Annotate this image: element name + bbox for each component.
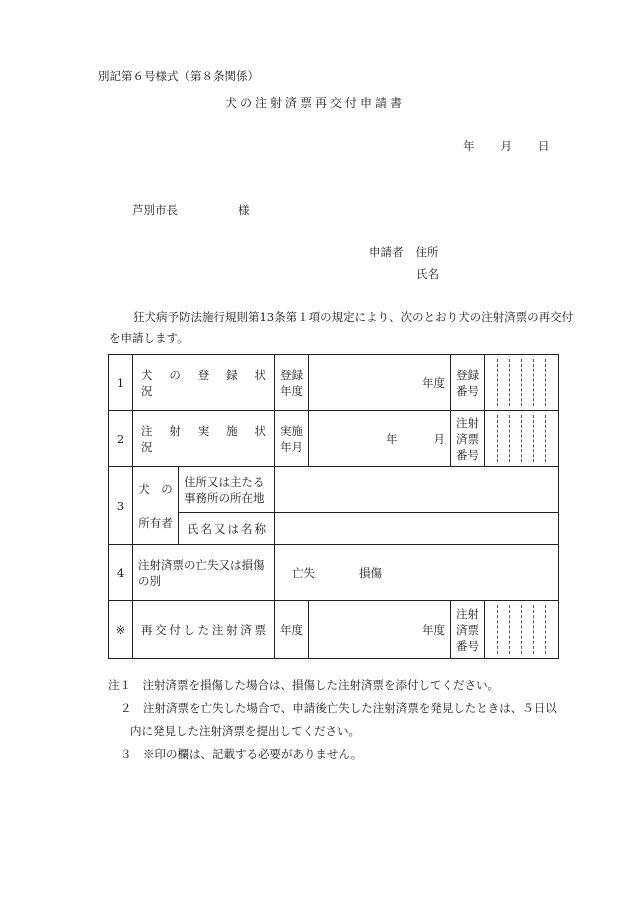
reissue-tag-number-label: 注射済票番号: [451, 601, 485, 659]
addressee: [132, 202, 250, 218]
year-unit: 年度: [422, 375, 445, 390]
date-line: [463, 138, 550, 154]
option-lost[interactable]: 亡失: [292, 565, 315, 580]
month-unit: 月: [433, 431, 445, 446]
addressee-honorific: 様: [238, 203, 250, 217]
row-label: 犬 の 登 録 状 況: [133, 355, 275, 411]
reissue-year-label: 年度: [275, 601, 309, 659]
application-statement: [109, 307, 579, 349]
application-table: [108, 354, 559, 659]
owner-address-label: 住所又は主たる事務所の所在地: [179, 467, 275, 513]
row-label: 注 射 実 施 状 況: [133, 411, 275, 467]
loss-damage-options[interactable]: [275, 545, 559, 601]
row-label: [133, 467, 179, 545]
address-label: 住所: [415, 245, 439, 259]
row-number: 3: [109, 467, 133, 545]
tag-number-label: 注射済票番号: [451, 411, 485, 467]
owner-label-top: 犬 の: [138, 481, 173, 496]
notes: [108, 674, 557, 766]
registration-number-label: 登録番号: [451, 355, 485, 411]
owner-address-field[interactable]: [275, 467, 559, 513]
day-label: 日: [538, 139, 550, 153]
month-label: 月: [500, 139, 512, 153]
row-reissued-tag: [109, 601, 559, 659]
row-vaccination-status: [109, 411, 559, 467]
statement-text: 狂犬病予防法施行規則第13条第１項の規定により、次のとおり犬の注射済票の再交付を申請します。: [109, 310, 574, 345]
row-number: ※: [109, 601, 133, 659]
row-number: 4: [109, 545, 133, 601]
note-2-line-2: 内に発見した注射済票を提出してください。: [130, 724, 360, 738]
row-number: 2: [109, 411, 133, 467]
row-number: 1: [109, 355, 133, 411]
applicant-address-line: [369, 244, 439, 260]
applicant-label: 申請者: [369, 245, 404, 259]
row-label: 再交付した注射済票: [133, 601, 275, 659]
option-damaged[interactable]: 損傷: [359, 565, 382, 580]
applicant-name-line: [416, 266, 439, 282]
row-owner-address: [109, 467, 559, 513]
note-3: ３ ※印の欄は、記載する必要がありません。: [120, 747, 363, 761]
addressee-name: 芦別市長: [132, 203, 178, 217]
tag-number-boxes[interactable]: [485, 411, 559, 467]
registration-number-boxes[interactable]: [485, 355, 559, 411]
registration-year-field[interactable]: [309, 355, 451, 411]
row-loss-or-damage: [109, 545, 559, 601]
vaccination-month-field[interactable]: [309, 411, 451, 467]
registration-year-label: 登録年度: [275, 355, 309, 411]
row-label: 注射済票の亡失又は損傷の別: [133, 545, 275, 601]
reissue-tag-number-boxes[interactable]: [485, 601, 559, 659]
note-2-line-1: ２ 注射済票を亡失した場合で、申請後亡失した注射済票を発見したときは、５日以: [120, 701, 557, 715]
vaccination-month-label: 実施年月: [275, 411, 309, 467]
owner-name-label: 氏名又は名称: [179, 513, 275, 545]
owner-label-bottom: 所有者: [138, 515, 173, 530]
note-1: 注１ 注射済票を損傷した場合は、損傷した注射済票を添付してください。: [108, 678, 499, 692]
row-dog-registration: [109, 355, 559, 411]
reissue-year-field[interactable]: [309, 601, 451, 659]
document-title: 犬の注射済票再交付申請書: [224, 96, 405, 110]
year-label: 年: [463, 139, 475, 153]
year-unit: 年度: [422, 622, 445, 637]
owner-name-field[interactable]: [275, 513, 559, 545]
form-reference: 別記第６号様式（第８条関係）: [98, 69, 259, 83]
year-unit: 年: [386, 431, 398, 446]
name-label: 氏名: [416, 267, 439, 281]
